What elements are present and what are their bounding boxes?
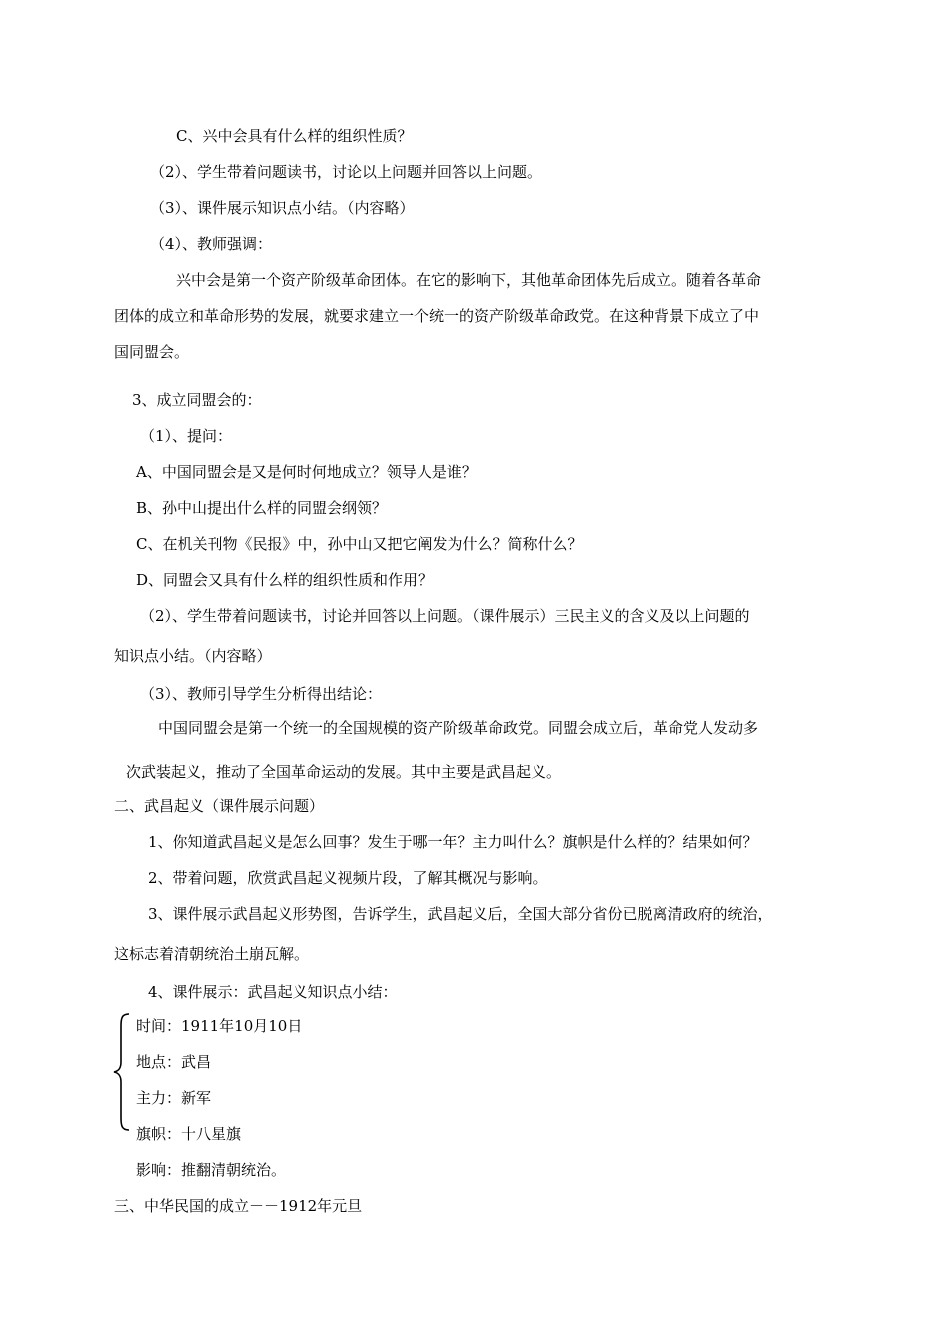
paragraph-line: 这标志着清朝统治土崩瓦解。 <box>114 945 310 963</box>
paragraph-line: 国同盟会。 <box>114 343 190 361</box>
item-2: 2、带着问题，欣赏武昌起义视频片段，了解其概况与影响。 <box>148 869 548 887</box>
question-c: C、在机关刊物《民报》中，孙中山又把它阐发为什么？简称什么？ <box>136 535 583 553</box>
section-3-republic-heading: 三、中华民国的成立－－1912年元旦 <box>114 1197 363 1215</box>
paragraph-line: 次武装起义，推动了全国革命运动的发展。其中主要是武昌起义。 <box>126 763 562 781</box>
paragraph-line: 中国同盟会是第一个统一的全国规模的资产阶级革命政党。同盟会成立后，革命党人发动多 <box>158 719 759 737</box>
section-2-heading: 二、武昌起义（课件展示问题） <box>114 797 325 815</box>
step-2-read: （2）、学生带着问题读书，讨论以上问题并回答以上问题。 <box>150 163 543 181</box>
step-3-conclusion: （3）、教师引导学生分析得出结论： <box>140 685 383 703</box>
summary-time: 时间：1911年10月10日 <box>136 1017 303 1035</box>
summary-impact: 影响：推翻清朝统治。 <box>136 1161 287 1179</box>
summary-force: 主力：新军 <box>136 1089 212 1107</box>
item-3: 3、课件展示武昌起义形势图，告诉学生，武昌起义后，全国大部分省份已脱离清政府的统治， <box>148 905 773 923</box>
question-d: D、同盟会又具有什么样的组织性质和作用？ <box>136 571 434 589</box>
item-1: 1、你知道武昌起义是怎么回事？发生于哪一年？主力叫什么？旗帜是什么样的？结果如何？ <box>148 833 758 851</box>
summary-flag: 旗帜：十八星旗 <box>136 1125 242 1143</box>
question-a: A、中国同盟会是又是何时何地成立？领导人是谁？ <box>136 463 477 481</box>
item-4: 4、课件展示：武昌起义知识点小结： <box>148 983 398 1001</box>
step-2-discuss: （2）、学生带着问题读书，讨论并回答以上问题。（课件展示）三民主义的含义及以上问题的 <box>140 607 750 625</box>
summary-place: 地点：武昌 <box>136 1053 212 1071</box>
question-b: B、孙中山提出什么样的同盟会纲领？ <box>136 499 388 517</box>
paragraph-line: 知识点小结。（内容略） <box>114 647 272 665</box>
left-brace-icon <box>112 1012 132 1132</box>
paragraph-line: 团体的成立和革命形势的发展，就要求建立一个统一的资产阶级革命政党。在这种背景下成立了中 <box>114 307 760 325</box>
step-1-questions: （1）、提问： <box>140 427 233 445</box>
step-4-emphasis: （4）、教师强调： <box>150 235 273 253</box>
paragraph-line: 兴中会是第一个资产阶级革命团体。在它的影响下，其他革命团体先后成立。随着各革命 <box>176 271 762 289</box>
step-3-summary: （3）、课件展示知识点小结。（内容略） <box>150 199 415 217</box>
section-3-heading: 3、成立同盟会的： <box>132 391 262 409</box>
question-c-xingzhonghui: C、兴中会具有什么样的组织性质？ <box>176 127 413 145</box>
